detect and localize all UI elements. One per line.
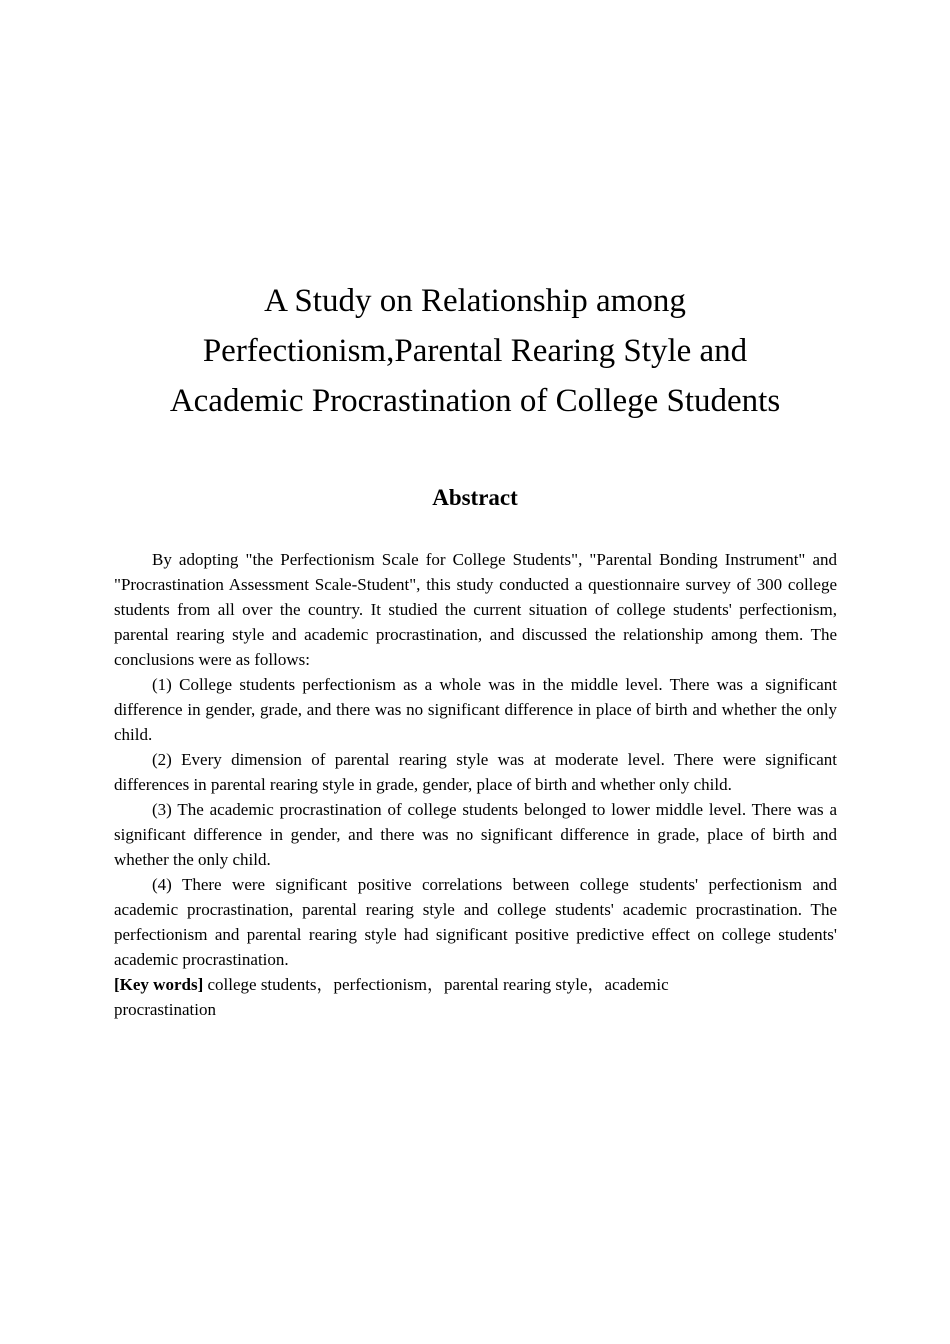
keywords-line-2: procrastination	[114, 1000, 216, 1019]
keywords-label: [Key words]	[114, 975, 204, 994]
document-title	[100, 276, 850, 426]
title-line-3: Academic Procrastination of College Students	[169, 383, 781, 419]
abstract-paragraph-1: (1) College students perfectionism as a whole was in the middle level. There was a significant difference in gender, grade, and there was no significant difference in place of birth and whether the only child.	[114, 675, 837, 744]
title-line-2: Perfectionism,Parental Rearing Style and	[202, 333, 748, 369]
abstract-heading: Abstract	[432, 485, 518, 510]
abstract-paragraph-3: (3) The academic procrastination of college students belonged to lower middle level. There was a significant difference in gender, and there was no significant difference in grade, place of birth and whether the only child.	[114, 800, 837, 869]
keywords	[114, 972, 837, 1022]
abstract-body	[114, 547, 837, 1022]
abstract-paragraph-2: (2) Every dimension of parental rearing style was at moderate level. There were significant differences in parental rearing style in grade, gender, place of birth and whether only child.	[114, 750, 837, 794]
abstract-paragraph-4: (4) There were significant positive correlations between college students' perfectionism and academic procrastination, parental rearing style and college students' academic procrastination. The perfectionism and parental rearing style had significant positive predictive effect on college students' academic procrastination.	[114, 875, 837, 969]
keywords-line-1: college students，perfectionism，parental rearing style，academic	[203, 975, 669, 994]
abstract-paragraph-intro: By adopting "the Perfectionism Scale for College Students", "Parental Bonding Instrument" and "Procrastination Assessment Scale-Student", this study conducted a questionnaire survey of 300 college students from all over the country. It studied the current situation of college students' perfectionism, parental rearing style and academic procrastination, and discussed the relationship among them. The conclusions were as follows:	[114, 550, 837, 669]
title-line-1: A Study on Relationship among	[264, 283, 686, 319]
